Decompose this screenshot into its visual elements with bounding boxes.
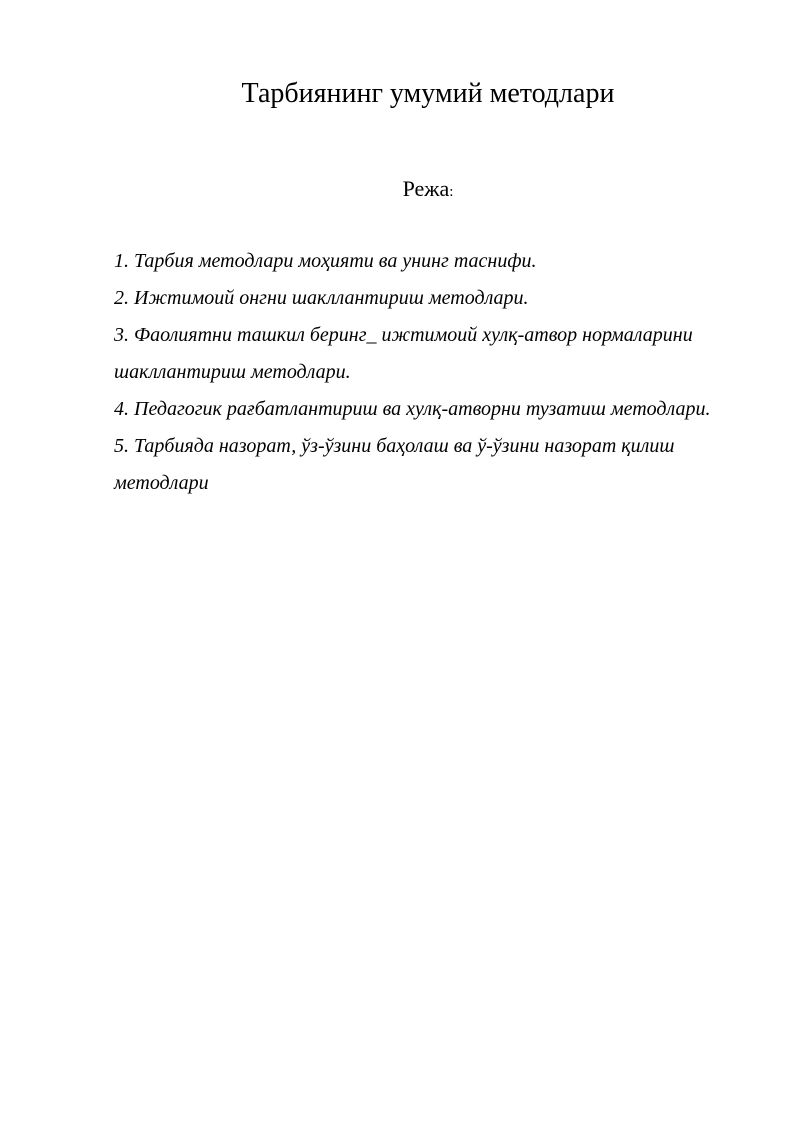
plan-item: 4. Педагогик рағбатлантириш ва хулқ-атворни тузатиш методлари. — [114, 398, 711, 420]
plan-heading-colon: : — [449, 184, 454, 200]
plan-list — [114, 243, 754, 502]
plan-item: 3. Фаолиятни ташкил беринг_ ижтимоий хулқ-атвор нормаларини шакллантириш методлари. — [114, 324, 693, 383]
plan-heading-text: Режа — [402, 176, 450, 201]
document-title: Тарбиянинг умумий методлари — [241, 78, 615, 109]
plan-heading — [0, 174, 800, 207]
plan-item: 1. Тарбия методлари моҳияти ва унинг таснифи. — [114, 250, 537, 272]
plan-item: 2. Ижтимоий онгни шакллантириш методлари. — [114, 287, 529, 309]
plan-item: 5. Тарбияда назорат, ўз-ўзини баҳолаш ва ў-ўзини назорат қилиш методлари — [114, 435, 675, 494]
